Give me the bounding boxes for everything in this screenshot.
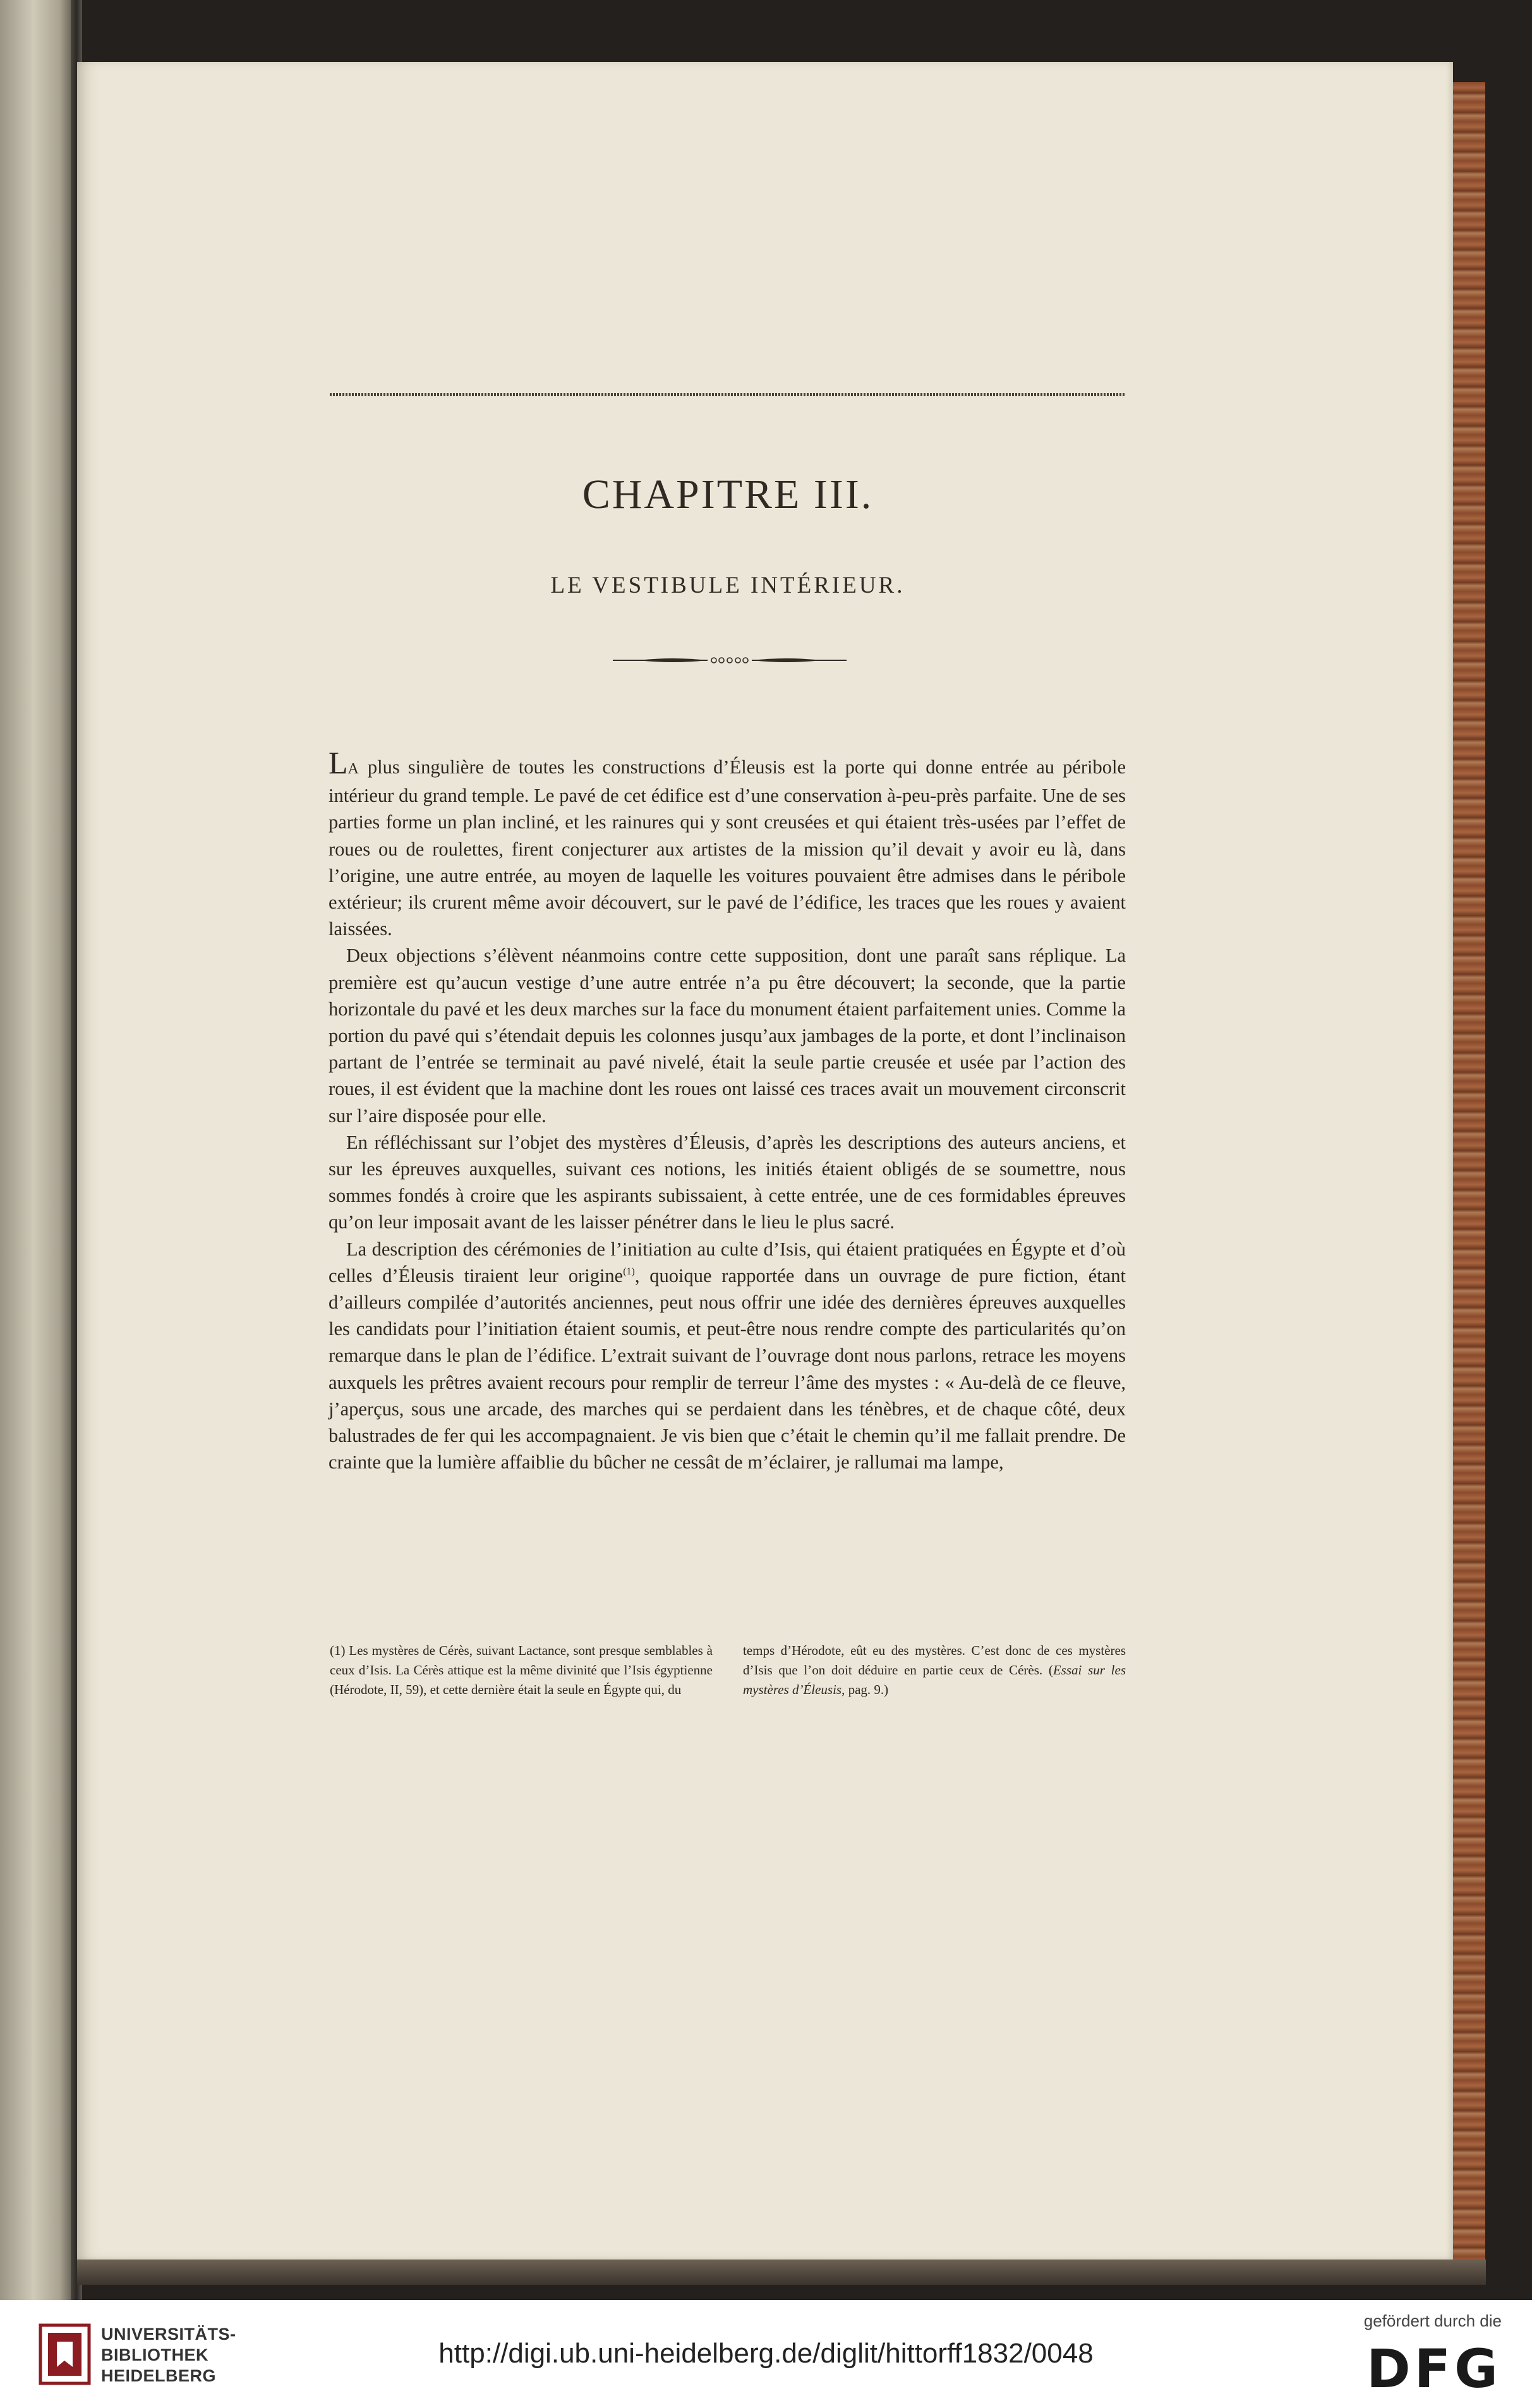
paragraph-3: En réfléchissant sur l’objet des mystères d’Éleusis, d’après les descriptions des auteurs anciens, et sur les épreuves auxquelles, suivant ces notions, les initiés étaient obligés de se soumettre, nous sommes fondés à croire que les aspirants subissaient, à cette entrée, une de ces formidables épreuves qu’on leur imposait avant de les laisser pénétrer dans le lieu le plus sacré. [329,1131,1126,1233]
paragraph-1 [329,745,1126,942]
drop-cap: L [329,745,348,780]
paragraph-2: Deux objections s’élèvent néanmoins contre cette supposition, dont une paraît sans réplique. La première est qu’aucun vestige d’une autre entrée n’a pu être découvert; la seconde, que la partie horizontale du pavé et les deux marches sur la face du monument étaient parfaitement unies. Comme la portion du pavé qui s’étendait depuis les colonnes jusqu’aux jambages de la porte, et dont l’inclinaison partant de l’entrée se terminait au pavé nivelé, était la seule partie creusée et usée par l’action des roues, il est évident que la machine dont les roues ont laissé ces traces avait un mouvement circonscrit sur l’aire disposée pour elle. [329,945,1126,1127]
funded-by-label: gefördert durch die [1363,2311,1502,2330]
top-rule [330,393,1126,396]
institution-name: UNIVERSITÄTS- BIBLIOTHEK HEIDELBERG [101,2325,236,2385]
footnote-citation-title: Essai sur les mystères d’Éleusis [743,1662,1126,1697]
paragraph-4-text-a: La description des cérémonies de l’initiation au culte d’Isis, qui étaient pratiquées en Égypte et d’où celles d’Éleusis tiraient leur origine [329,1238,1126,1286]
permalink-url[interactable]: http://digi.ub.uni-heidelberg.de/diglit/hittorff1832/0048 [438,2338,1094,2369]
small-cap: A [347,761,359,777]
body-text [329,745,1126,1475]
paragraph-4 [329,1236,1126,1476]
footnote-reference: (1) [623,1266,635,1277]
left-page-edge [0,0,75,2300]
chapter-ornament-icon [613,653,847,667]
footnote-column-left [330,1641,713,1700]
chapter-subtitle: LE VESTIBULE INTÉRIEUR. [550,572,905,598]
paragraph-4-text-b: , quoique rapportée dans un ouvrage de pure fiction, étant d’ailleurs compilée d’autorités anciennes, peut nous offrir une idée des dernières épreuves auxquelles les candidats pour l’initiation étaient soumis, et peut-être nous rendre compte des particularités qu’on remarque dans le plan de l’édifice. L’extrait suivant de l’ouvrage dont nous parlons, retrace les moyens auxquels les prêtres avaient recours pour remplir de terreur l’âme des mystes : « Au-delà de ce fleuve, j’aperçus, sous une arcade, des marches qui se perdaient dans les ténèbres, et de chaque côté, deux balustrades de fer qui les accompagnaient. Je vis bien que c’était le chemin qu’il me fallait prendre. De crainte que la lumière affaiblie du bûcher ne cessât de m’éclairer, je rallumai ma lampe, [329,1264,1126,1473]
paragraph-1-text: plus singulière de toutes les constructions d’Éleusis est la porte qui donne entrée au péribole intérieur du grand temple. Le pavé de cet édifice est d’une conservation à-peu-près parfaite. Une de ses parties forme un plan incliné, et les rainures qui y sont creusées et qui étaient très-usées par l’effet de roues ou de roulettes, firent conjecturer aux artistes de la mission qu’il devait y avoir eu là, dans l’origine, une autre entrée, au moyen de laquelle les voitures pouvaient être admises dans le péribole extérieur; ils crurent même avoir découvert, sur le pavé de l’édifice, les traces que les roues y avaient laissées. [329,756,1126,940]
chapter-title: CHAPITRE III. [582,471,874,517]
footnote-right-paragraph [743,1641,1126,1700]
footer-banner [0,2300,1532,2408]
footnote-right-text-a: temps d’Hérodote, eût eu des mystères. C’est donc de ces mystères d’Isis que l’on doit déduire en partie ceux de Cérès. ( [743,1643,1126,1678]
footnote-right-text-b: , pag. 9.) [841,1682,889,1697]
dfg-logo-icon: DFG [1366,2338,1502,2400]
book-cover-bottom [77,2260,1486,2285]
footnotes [330,1641,1126,1700]
footnote-column-right [743,1641,1126,1700]
footnote-left-text: (1) Les mystères de Cérès, suivant Lactance, sont presque semblables à ceux d’Isis. La Cérès attique est la même divinité que l’Isis égyptienne (Hérodote, II, 59), et cette dernière était la seule en Égypte qui, du [330,1643,713,1697]
